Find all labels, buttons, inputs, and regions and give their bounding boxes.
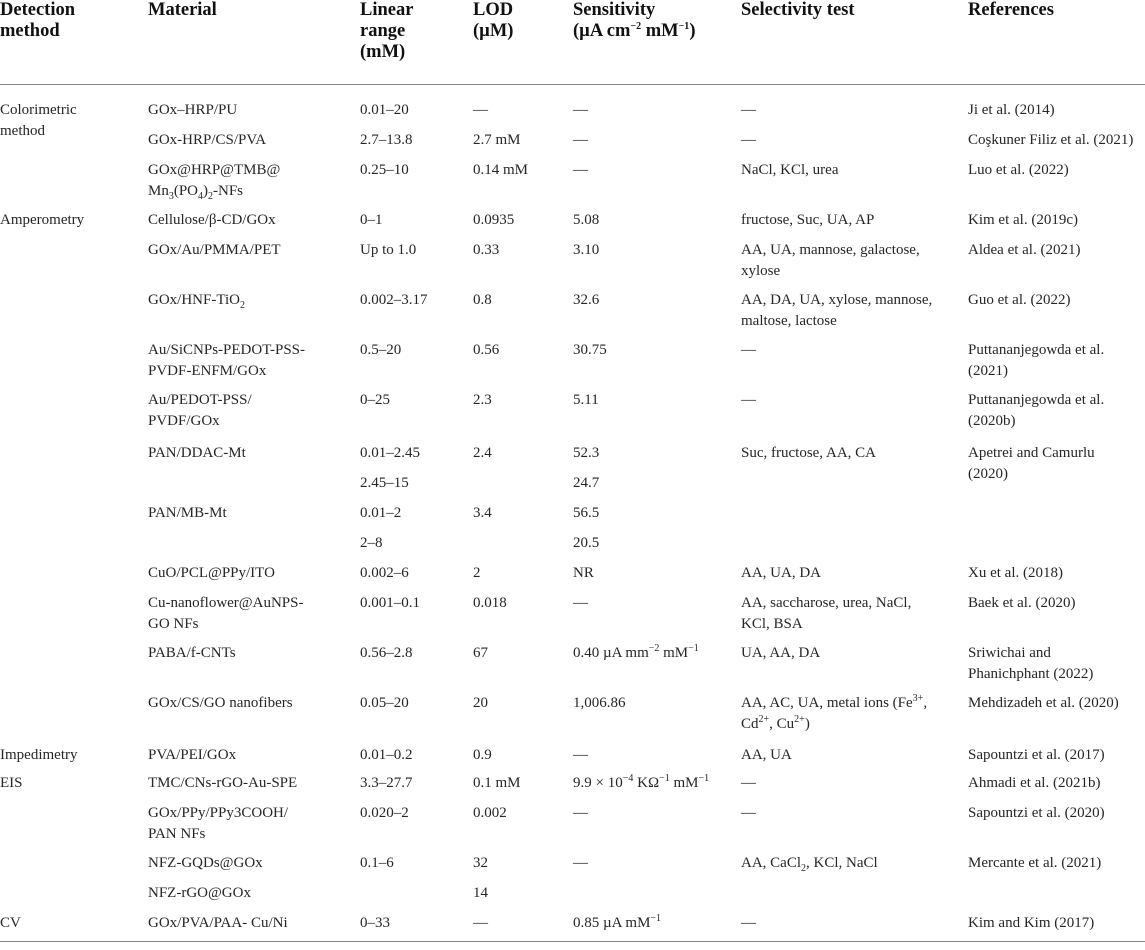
cell-reference: Luo et al. (2022) xyxy=(968,162,1069,178)
cell-lod: 0.018 xyxy=(473,595,507,611)
header-linear-range: Linear range (mM) xyxy=(360,0,414,62)
cell-selectivity: — xyxy=(741,102,756,118)
cell-material: Au/PEDOT-PSS/ PVDF/GOx xyxy=(148,392,252,429)
cell-sensitivity: 20.5 xyxy=(573,535,600,551)
cell-material: PAN/MB-Mt xyxy=(148,505,227,521)
cell-detection-method: Impedimetry xyxy=(0,747,78,763)
cell-sensitivity: 24.7 xyxy=(573,475,600,491)
cell-selectivity: AA, CaCl$_2$, KCl, NaCl xyxy=(741,855,878,874)
cell-material: NFZ-rGO@GOx xyxy=(148,885,251,901)
cell-sensitivity: — xyxy=(573,102,588,118)
cell-linear-range: 0–33 xyxy=(360,915,390,931)
cell-lod: 0.14 mM xyxy=(473,162,529,178)
cell-selectivity: fructose, Suc, UA, AP xyxy=(741,212,875,228)
header-selectivity-test: Selectivity test xyxy=(741,0,855,20)
header-material: Material xyxy=(148,0,217,20)
cell-lod: 0.56 xyxy=(473,342,500,358)
cell-reference: Kim and Kim (2017) xyxy=(968,915,1095,931)
cell-linear-range: 0.56–2.8 xyxy=(360,645,413,661)
cell-linear-range: 0.25–10 xyxy=(360,162,409,178)
cell-lod: 0.0935 xyxy=(473,212,515,228)
cell-detection-method: EIS xyxy=(0,775,23,791)
cell-linear-range: 2–8 xyxy=(360,535,383,551)
cell-selectivity: AA, UA, mannose, galactose, xylose xyxy=(741,242,920,279)
cell-reference: Sriwichai and Phanichphant (2022) xyxy=(968,645,1094,682)
cell-selectivity: NaCl, KCl, urea xyxy=(741,162,839,178)
cell-selectivity: — xyxy=(741,805,756,821)
cell-material: PAN/DDAC-Mt xyxy=(148,445,246,461)
cell-material: Au/SiCNPs-PEDOT-PSS- PVDF-ENFM/GOx xyxy=(148,342,305,379)
cell-reference: Sapountzi et al. (2017) xyxy=(968,747,1105,763)
cell-selectivity: Suc, fructose, AA, CA xyxy=(741,445,876,461)
cell-selectivity: AA, saccharose, urea, NaCl, KCl, BSA xyxy=(741,595,912,632)
cell-lod: 32 xyxy=(473,855,488,871)
cell-material: GOx–HRP/PU xyxy=(148,102,238,118)
cell-material: GOx/PVA/PAA- Cu/Ni xyxy=(148,915,288,931)
cell-selectivity: AA, UA, DA xyxy=(741,565,821,581)
cell-lod: — xyxy=(473,915,488,931)
cell-reference: Puttananjegowda et al. (2021) xyxy=(968,342,1105,379)
cell-material: GOx/CS/GO nanofibers xyxy=(148,695,293,711)
cell-linear-range: 0–1 xyxy=(360,212,383,228)
cell-sensitivity: 30.75 xyxy=(573,342,607,358)
cell-selectivity: AA, AC, UA, metal ions ($Fe^{3+}$, $Cd^{2+}$, $Cu^{2+}$) xyxy=(741,693,928,732)
cell-reference: Puttananjegowda et al. (2020b) xyxy=(968,392,1105,429)
header-detection-method: Detection method xyxy=(0,0,75,41)
cell-linear-range: 0–25 xyxy=(360,392,390,408)
cell-sensitivity: 5.11 xyxy=(573,392,599,408)
cell-sensitivity: $9.9 \times 10^{-4}$ $K\Omega^{-1}$ $mM^{-1}$ xyxy=(573,773,710,791)
cell-detection-method: CV xyxy=(0,915,21,931)
cell-material: Cu-nanoflower@AuNPS- GO NFs xyxy=(148,595,304,632)
cell-lod: 2.4 xyxy=(473,445,492,461)
cell-selectivity: AA, UA xyxy=(741,747,792,763)
cell-linear-range: 0.01–0.2 xyxy=(360,747,413,763)
cell-lod: 2.3 xyxy=(473,392,492,408)
cell-lod: 2 xyxy=(473,565,481,581)
cell-sensitivity: 32.6 xyxy=(573,292,600,308)
cell-linear-range: 0.1–6 xyxy=(360,855,394,871)
cell-linear-range: 0.01–2.45 xyxy=(360,445,420,461)
cell-linear-range: 0.020–2 xyxy=(360,805,409,821)
cell-linear-range: 0.05–20 xyxy=(360,695,409,711)
cell-lod: 0.1 mM xyxy=(473,775,521,791)
cell-reference: Mercante et al. (2021) xyxy=(968,855,1102,871)
cell-lod: 0.33 xyxy=(473,242,500,258)
cell-reference: Baek et al. (2020) xyxy=(968,595,1076,611)
cell-sensitivity: NR xyxy=(573,565,594,581)
header-sensitivity: Sensitivity (µA $cm^{-2}$ $mM^{-1}$) xyxy=(573,0,696,41)
cell-sensitivity: — xyxy=(573,132,588,148)
cell-selectivity: — xyxy=(741,392,756,408)
cell-detection-method: Amperometry xyxy=(0,212,85,228)
cell-selectivity: — xyxy=(741,342,756,358)
cell-material: TMC/CNs-rGO-Au-SPE xyxy=(148,775,298,791)
cell-lod: 0.9 xyxy=(473,747,492,763)
header-references: References xyxy=(968,0,1054,20)
cell-linear-range: 0.002–6 xyxy=(360,565,409,581)
cell-material: GOx@HRP@TMB@ $Mn_3(PO_4)_2$-NFs xyxy=(148,162,281,202)
cell-reference: Mehdizadeh et al. (2020) xyxy=(968,695,1119,711)
cell-sensitivity: 0.40 µA $mm^{-2}$ $mM^{-1}$ xyxy=(573,643,699,661)
cell-selectivity: UA, AA, DA xyxy=(741,645,821,661)
table-header xyxy=(0,0,1145,85)
cell-material: GOx/HNF-TiO$_2$ xyxy=(148,292,245,311)
cell-sensitivity: 5.08 xyxy=(573,212,600,228)
cell-selectivity: AA, DA, UA, xylose, mannose, maltose, lactose xyxy=(741,292,933,329)
cell-reference: Kim et al. (2019c) xyxy=(968,212,1078,228)
cell-sensitivity: — xyxy=(573,855,588,871)
cell-material: Cellulose/β-CD/GOx xyxy=(148,212,276,228)
table-bottom-rule xyxy=(0,941,1145,942)
cell-lod: 14 xyxy=(473,885,488,901)
cell-reference: Ahmadi et al. (2021b) xyxy=(968,775,1101,791)
header-lod: LOD (µM) xyxy=(473,0,514,41)
cell-sensitivity: — xyxy=(573,747,588,763)
cell-detection-method: Colorimetric method xyxy=(0,102,77,139)
cell-linear-range: 0.002–3.17 xyxy=(360,292,428,308)
cell-lod: 3.4 xyxy=(473,505,492,521)
cell-sensitivity: — xyxy=(573,805,588,821)
cell-linear-range: 3.3–27.7 xyxy=(360,775,413,791)
cell-sensitivity: — xyxy=(573,162,588,178)
cell-reference: Apetrei and Camurlu (2020) xyxy=(968,445,1095,482)
cell-reference: Aldea et al. (2021) xyxy=(968,242,1081,258)
cell-material: GOx-HRP/CS/PVA xyxy=(148,132,267,148)
cell-sensitivity: 0.85 µA $mM^{-1}$ xyxy=(573,913,662,931)
cell-lod: 0.8 xyxy=(473,292,492,308)
cell-reference: Coşkuner Filiz et al. (2021) xyxy=(968,132,1134,148)
cell-linear-range: 0.001–0.1 xyxy=(360,595,420,611)
cell-sensitivity: 3.10 xyxy=(573,242,600,258)
cell-linear-range: 2.45–15 xyxy=(360,475,409,491)
cell-linear-range: 0.01–20 xyxy=(360,102,409,118)
cell-linear-range: 0.01–2 xyxy=(360,505,402,521)
cell-material: CuO/PCL@PPy/ITO xyxy=(148,565,275,581)
cell-material: NFZ-GQDs@GOx xyxy=(148,855,263,871)
cell-lod: 20 xyxy=(473,695,488,711)
cell-reference: Xu et al. (2018) xyxy=(968,565,1063,581)
cell-reference: Ji et al. (2014) xyxy=(968,102,1055,118)
cell-sensitivity: 1,006.86 xyxy=(573,695,626,711)
cell-material: GOx/Au/PMMA/PET xyxy=(148,242,281,258)
cell-reference: Guo et al. (2022) xyxy=(968,292,1071,308)
cell-selectivity: — xyxy=(741,915,756,931)
cell-sensitivity: 52.3 xyxy=(573,445,600,461)
cell-lod: — xyxy=(473,102,488,118)
cell-material: PABA/f-CNTs xyxy=(148,645,236,661)
cell-reference: Sapountzi et al. (2020) xyxy=(968,805,1105,821)
cell-linear-range: 2.7–13.8 xyxy=(360,132,413,148)
cell-linear-range: Up to 1.0 xyxy=(360,242,417,258)
cell-sensitivity: 56.5 xyxy=(573,505,600,521)
cell-material: GOx/PPy/PPy3COOH/ PAN NFs xyxy=(148,805,289,842)
cell-sensitivity: — xyxy=(573,595,588,611)
cell-linear-range: 0.5–20 xyxy=(360,342,402,358)
cell-material: PVA/PEI/GOx xyxy=(148,747,237,763)
cell-lod: 0.002 xyxy=(473,805,507,821)
cell-lod: 67 xyxy=(473,645,488,661)
cell-selectivity: — xyxy=(741,775,756,791)
cell-selectivity: — xyxy=(741,132,756,148)
cell-lod: 2.7 mM xyxy=(473,132,521,148)
